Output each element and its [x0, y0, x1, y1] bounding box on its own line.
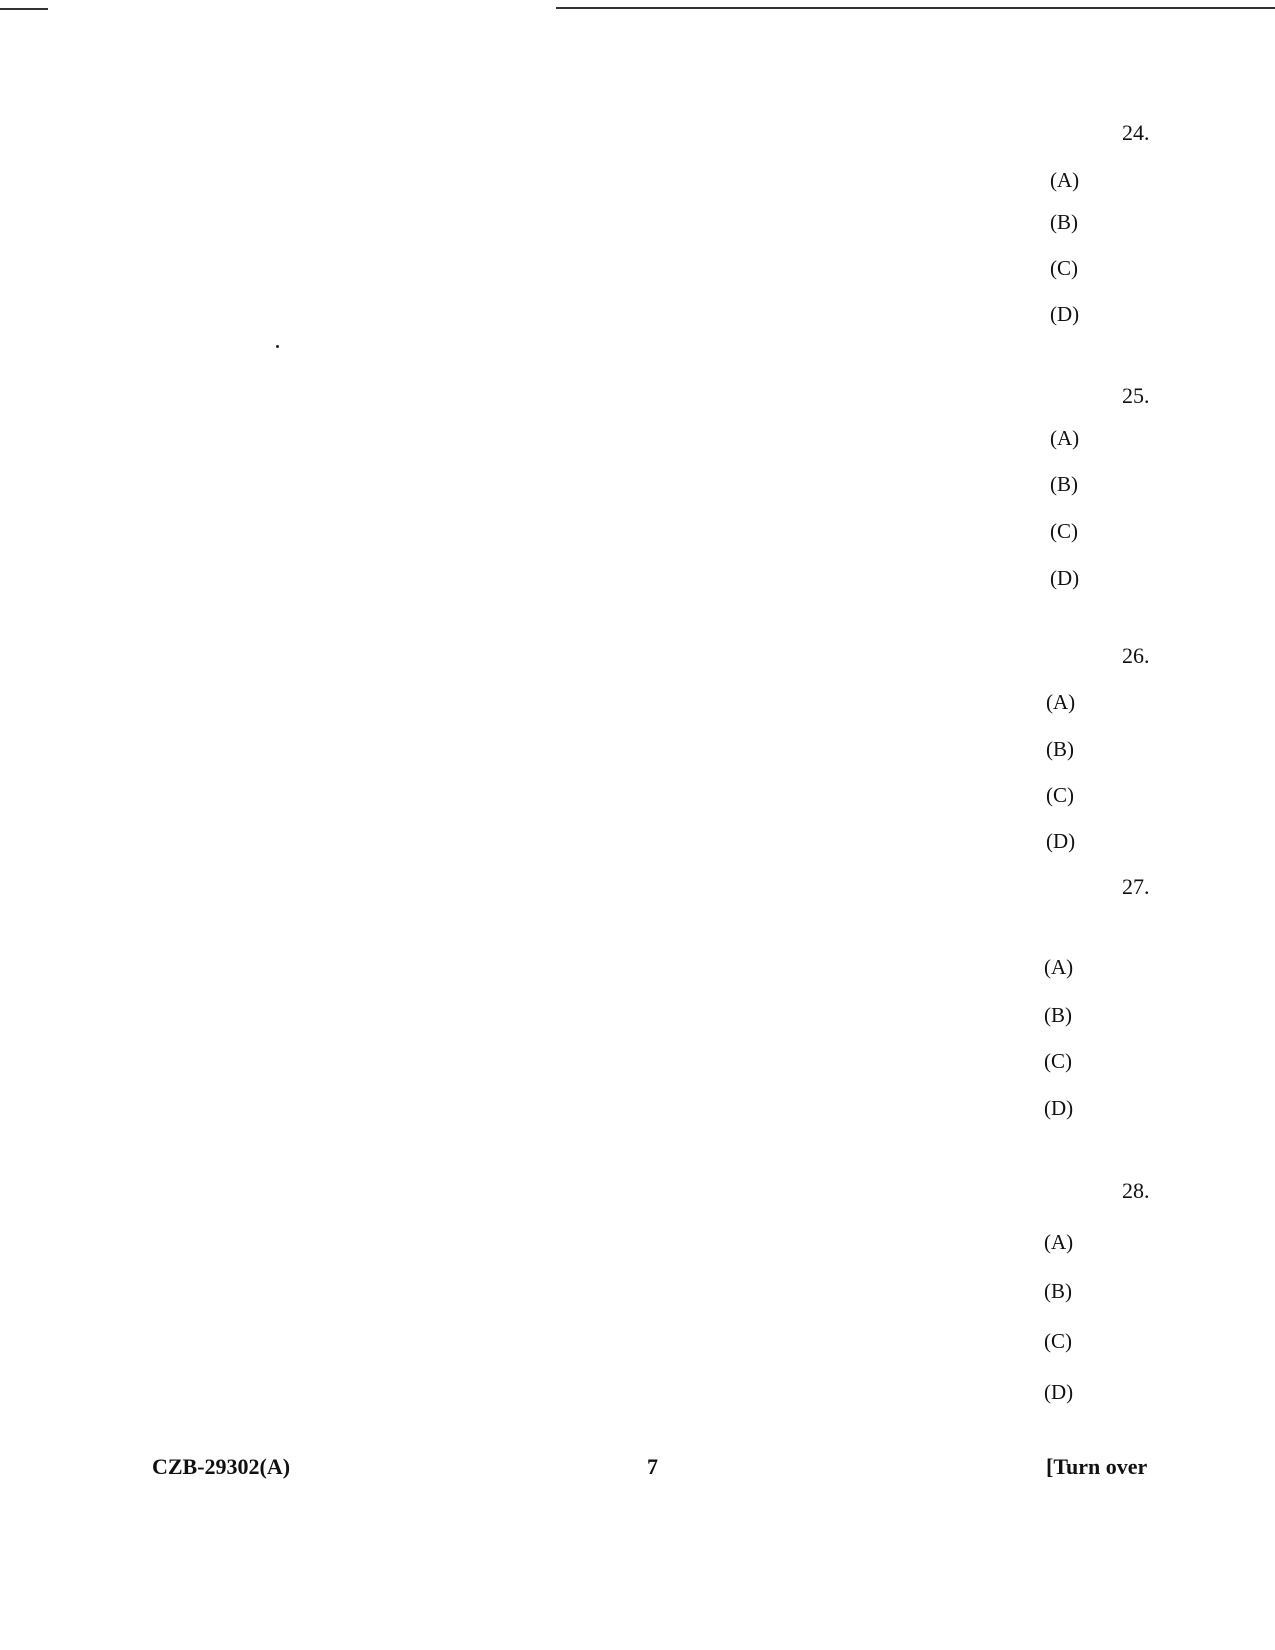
option-label: (B) [1050, 210, 1078, 234]
option-label: (D) [1044, 1380, 1074, 1404]
option-label: (D) [1046, 829, 1076, 853]
option-label: (A) [1050, 168, 1080, 192]
question-number: 25. [1122, 383, 1150, 408]
option-label: (A) [1044, 1230, 1074, 1254]
question-number: 26. [1122, 643, 1150, 668]
option-label: (C) [1050, 519, 1078, 543]
option-label: (D) [1044, 1096, 1074, 1120]
option-label: (A) [1050, 426, 1080, 450]
option-label: (C) [1050, 256, 1078, 280]
turn-over-note: [Turn over [1046, 1454, 1148, 1479]
option-label: (C) [1044, 1329, 1072, 1353]
option-label: (C) [1044, 1049, 1072, 1073]
option-label: (B) [1050, 472, 1078, 496]
option-label: (A) [1044, 955, 1074, 979]
option-label: (B) [1044, 1003, 1072, 1027]
option-label: (A) [1046, 690, 1076, 714]
scan-speck [276, 345, 279, 348]
option-label: (C) [1046, 783, 1074, 807]
option-label: (D) [1050, 566, 1080, 590]
page-number: 7 [647, 1454, 658, 1479]
question-number: 24. [1122, 120, 1150, 145]
paper-code: CZB-29302(A) [152, 1454, 291, 1479]
question-number: 27. [1122, 874, 1150, 899]
option-label: (D) [1050, 302, 1080, 326]
option-label: (B) [1046, 737, 1074, 761]
top-right-rule [556, 7, 1275, 9]
question-number: 28. [1122, 1178, 1150, 1203]
option-label: (B) [1044, 1279, 1072, 1303]
top-left-rule [0, 8, 48, 10]
